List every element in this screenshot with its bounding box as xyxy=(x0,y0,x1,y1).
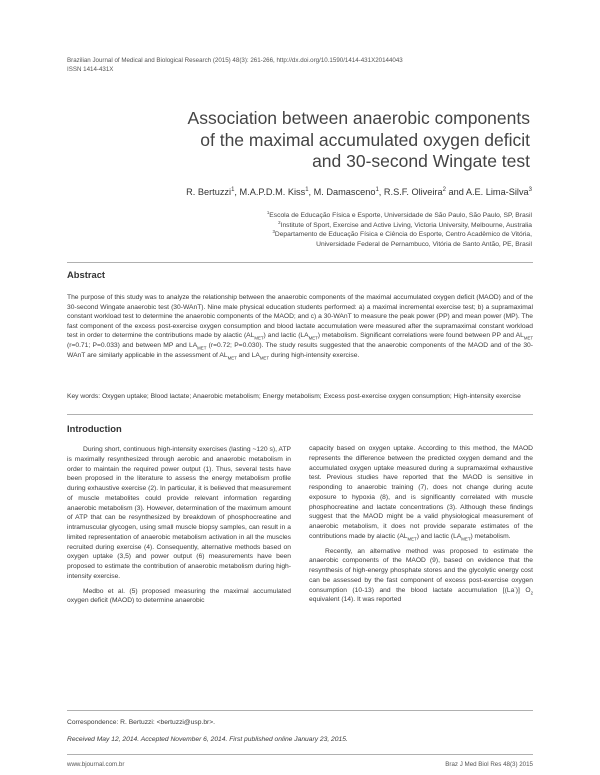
author-name: A.E. Lima-Silva xyxy=(465,187,529,197)
paragraph-text: capacity based on oxygen uptake. According to this method, the MAOD represents the difference between the predicted oxygen demand and the accumulated oxygen uptake measured during a supramaximal exhaustive test. Previous studies have reported that the MAOD is sensitive in responding to anaerobic training (7), does not change during acute exposure to hypoxia (8), and is significantly correlated with muscle phosphocreatine and lactate concentrations (3). Although these findings suggest that the MAOD might be a valid physiological measurement of anaerobic metabolism, it does not provide separate estimates of the contributions made by alactic (AL xyxy=(309,445,533,540)
keywords-text: Oxygen uptake; Blood lactate; Anaerobic metabolism; Energy metabolism; Excess post-exercise oxygen consumption; High-intensity exercise xyxy=(100,393,521,400)
title-line-3: and 30-second Wingate test xyxy=(312,151,530,171)
author-affil-sup: 1 xyxy=(231,186,235,193)
paragraph xyxy=(309,444,533,542)
author-affil-sup: 1 xyxy=(375,186,379,193)
subscript: MET xyxy=(197,345,207,351)
affiliation-item xyxy=(112,211,532,221)
abstract-text: The purpose of this study was to analyze the relationship between the anaerobic components of the maximal accumulated oxygen deficit (MAOD) and of the 30-second Wingate anaerobic test (30-WAnT). Nine male physical education students performed: a) a maximal incremental exercise test; b) a supramaximal constant workload test to determine the anaerobic components of the MAOD; and c) a 30-WAnT to measure the peak power (PP) and mean power (MP). The fast component of the excess post-exercise oxygen consumption and blood lactate accumulation were measured after the supramaximal constant workload test in order to determine the contributions made by alactic (AL xyxy=(67,294,533,340)
author-affil-sup: 2 xyxy=(442,186,446,193)
author-name: M. Damasceno xyxy=(313,187,376,197)
author-sep: , xyxy=(378,187,384,197)
affiliation-text: Universidade Federal de Pernambuco, Vitória de Santo Antão, PE, Brasil xyxy=(316,241,532,249)
intro-column-left xyxy=(67,445,291,606)
affiliation-sup: 3 xyxy=(272,229,275,235)
paper-title xyxy=(100,108,530,173)
author-name: R.S.F. Oliveira xyxy=(383,187,443,197)
affiliation-text: Departamento de Educação Física e Ciência do Esporte, Centro Acadêmico de Vitória, xyxy=(274,231,532,239)
journal-header xyxy=(67,57,403,74)
journal-citation: Brazilian Journal of Medical and Biological Research (2015) 48(3): 261-266, http://dx.doi.org/10.1590/1414-431X20144043 xyxy=(67,57,403,64)
affiliation-list xyxy=(112,211,532,250)
superscript: - xyxy=(514,584,516,590)
subscript: 2 xyxy=(530,589,533,595)
divider xyxy=(67,754,533,755)
divider xyxy=(67,414,533,415)
keywords-label: Key words: xyxy=(67,393,101,400)
subscript: MET xyxy=(461,536,471,542)
title-line-1: Association between anaerobic components xyxy=(187,108,530,128)
paragraph-text: ) and lactic (LA xyxy=(416,532,462,540)
title-line-2: of the maximal accumulated oxygen deficit xyxy=(200,129,530,150)
journal-footer-citation: Braz J Med Biol Res 48(3) 2015 xyxy=(445,761,533,768)
subscript: MET xyxy=(259,354,269,360)
author-name: M.A.P.D.M. Kiss xyxy=(239,187,306,197)
abstract-text: ) and lactic (LA xyxy=(263,332,309,340)
author-sep: , xyxy=(308,187,314,197)
divider xyxy=(67,710,533,711)
paragraph: Medbo et al. (5) proposed measuring the maximal accumulated oxygen deficit (MAOD) to determine anaerobic xyxy=(67,587,291,605)
paragraph xyxy=(309,547,533,606)
paragraph: During short, continuous high-intensity exercises (lasting ~120 s), ATP is maximally resynthesized through aerobic and anaerobic metabolism in order to maintain the required power output (1). Thus, several tests have been proposed in the literature to assess the energy metabolism profile during exhaustive exercise (2). In particular, it is believed that measurement of muscle metabolites could provide relevant information regarding anaerobic metabolism (3). However, determination of the maximum amount of ATP that can be resynthesized by breakdown of phosphocreatine and intramuscular glycogen, using small muscle biopsy samples, can result in a limited representation of anaerobic metabolism activation in all the muscles recruited during exercise (4). Consequently, alternative methods based on oxygen uptake (3,5) and power output (6) measurements have been proposed to estimate the contribution of anaerobic metabolism during high-intensity exercise. xyxy=(67,446,291,580)
paragraph-text: ) metabolism. xyxy=(470,532,511,540)
abstract-text: and LA xyxy=(236,351,260,359)
journal-issn: ISSN 1414-431X xyxy=(67,65,114,73)
abstract-heading: Abstract xyxy=(67,269,106,280)
subscript: MET xyxy=(523,335,534,341)
abstract-text: (r=0.71; P=0.033) and between MP and LA xyxy=(67,341,198,349)
introduction-heading: Introduction xyxy=(67,423,122,434)
journal-url[interactable]: www.bjournal.com.br xyxy=(67,761,125,768)
intro-column-right xyxy=(309,444,533,605)
received-dates: Received May 12, 2014. Accepted November 6, 2014. First published online January 23, 2015. xyxy=(67,736,348,743)
author-name: R. Bertuzzi xyxy=(186,187,232,197)
paragraph-text: Recently, an alternative method was proposed to estimate the anaerobic components of the MAOD (9), based on evidence that the resynthesis of high-energy phosphate stores and the glycolytic energy cost can be assessed by the fast component of excess post-exercise oxygen consumption (10-13) and the blood lactate accumulation [(La xyxy=(309,547,533,594)
abstract-text: (r=0.72; P=0.030). The study results suggested that the anaerobic components of the MAOD and of the 30-WAnT are similarly applicable in the assessment of AL xyxy=(67,341,534,359)
subscript: MET xyxy=(254,335,264,341)
author-affil-sup: 1 xyxy=(305,186,309,193)
divider xyxy=(67,262,533,263)
affiliation-item xyxy=(112,230,532,240)
affiliation-sup: 1 xyxy=(266,209,270,215)
author-list xyxy=(186,186,532,198)
author-sep: and xyxy=(445,187,466,197)
affiliation-sup: 2 xyxy=(278,219,281,225)
abstract-text: during high-intensity exercise. xyxy=(268,351,360,359)
keywords xyxy=(67,392,533,402)
affiliation-item xyxy=(112,221,532,231)
abstract-text: ) metabolism. Significant correlations were found between PP and AL xyxy=(317,332,524,340)
correspondence: Correspondence: R. Bertuzzi: <bertuzzi@usp.br>. xyxy=(67,719,216,726)
paragraph-text: equivalent (14). It was reported xyxy=(309,596,402,604)
paragraph-text: )] O xyxy=(515,586,531,594)
affiliation-item xyxy=(112,240,532,250)
author-sep: , xyxy=(234,187,240,197)
abstract-body xyxy=(67,293,533,360)
subscript: MET xyxy=(407,536,417,542)
affiliation-text: Escola de Educação Física e Esporte, Universidade de São Paulo, São Paulo, SP, Brasil xyxy=(269,212,532,219)
author-affil-sup: 3 xyxy=(528,186,532,193)
subscript: MET xyxy=(227,354,237,360)
affiliation-text: Institute of Sport, Exercise and Active Living, Victoria University, Melbourne, Australia xyxy=(280,221,532,229)
subscript: MET xyxy=(308,335,318,341)
